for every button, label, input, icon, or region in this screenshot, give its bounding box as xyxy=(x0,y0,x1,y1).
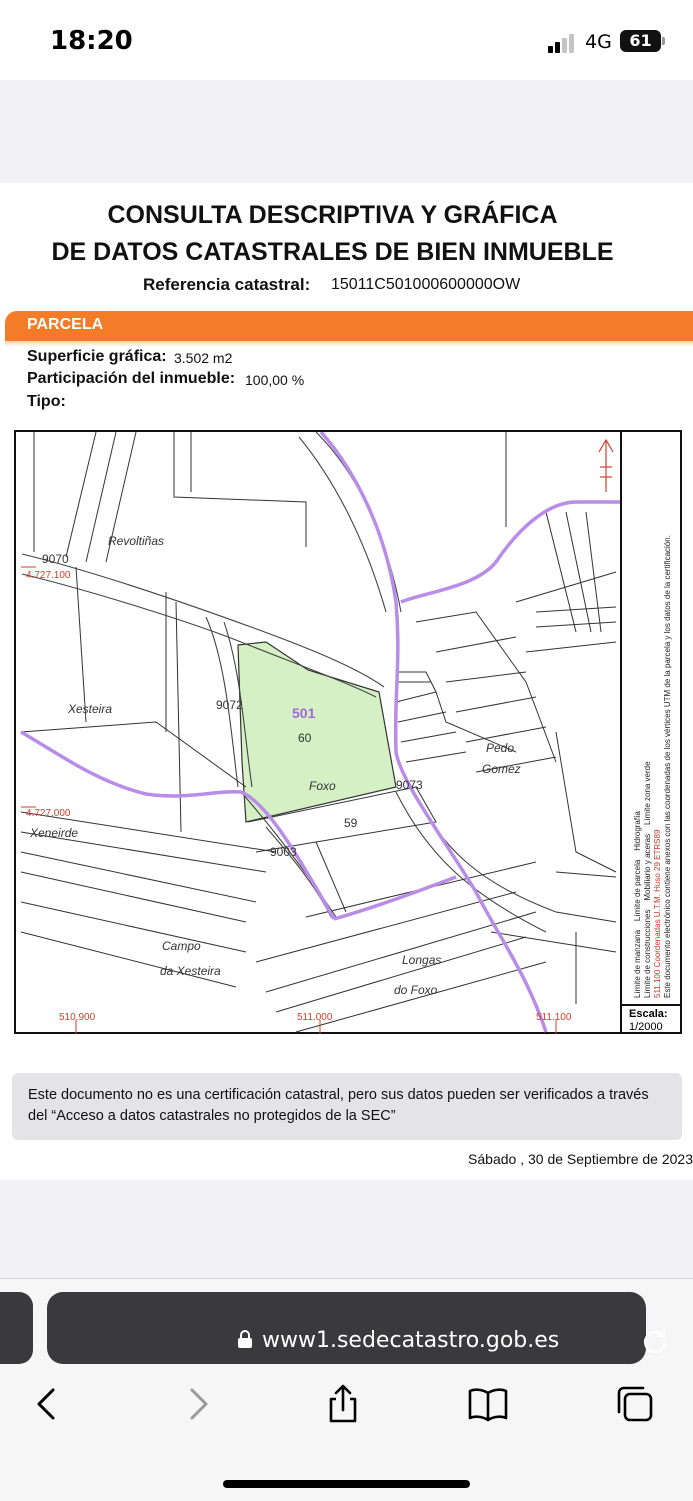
legend-construcciones: Límite de construcciones xyxy=(643,909,652,998)
target-parcel xyxy=(238,642,396,822)
legend-manzana: Límite de manzana xyxy=(633,929,642,998)
title-line-1: CONSULTA DESCRIPTIVA Y GRÁFICA xyxy=(107,201,558,229)
label-9073: 9073 xyxy=(396,778,423,792)
reference-value: 15011C501000600000OW xyxy=(331,276,521,293)
disclaimer-box xyxy=(12,1073,682,1140)
label-revoltinas: Revoltiñas xyxy=(108,534,165,548)
back-icon[interactable] xyxy=(27,1384,67,1424)
reference-label: Referencia catastral: xyxy=(143,275,311,294)
tipo-field xyxy=(27,393,66,411)
status-bar xyxy=(0,0,693,80)
participacion-field xyxy=(27,370,305,388)
label-59: 59 xyxy=(344,816,358,830)
superficie-field xyxy=(27,348,233,366)
label-9003: 9003 xyxy=(270,845,297,859)
coord-x1: 510.900 xyxy=(59,1012,96,1023)
participacion-label: Participación del inmueble: xyxy=(27,370,236,387)
label-9070: 9070 xyxy=(42,552,69,566)
scale-value: 1/2000 xyxy=(629,1021,663,1033)
legend-zona-verde: Límite zona verde xyxy=(643,761,652,826)
coord-y1: 4.727.100 xyxy=(26,570,71,581)
reload-icon[interactable] xyxy=(641,1327,669,1355)
url-text: www1.sedecatastro.gob.es xyxy=(262,1328,560,1353)
legend-parcela: Límite de parcela xyxy=(633,859,642,922)
map-drawing xyxy=(16,432,620,1034)
coord-x3: 511.100 xyxy=(536,1012,572,1023)
coord-y2: 4.727.000 xyxy=(26,808,71,819)
tabs-icon[interactable] xyxy=(615,1384,655,1424)
document-title xyxy=(0,197,665,271)
cadastral-map[interactable] xyxy=(14,430,682,1034)
scale-label: Escala: xyxy=(629,1008,668,1020)
browser-toolbar xyxy=(0,1278,693,1501)
label-campo: Campo xyxy=(162,939,201,953)
tipo-label: Tipo: xyxy=(27,393,66,410)
share-icon[interactable] xyxy=(323,1384,363,1424)
label-9072: 9072 xyxy=(216,698,243,712)
map-legend xyxy=(620,432,684,1004)
label-pedo: Pedo xyxy=(486,741,515,755)
superficie-label: Superficie gráfica: xyxy=(27,348,167,365)
bookmarks-icon[interactable] xyxy=(468,1384,508,1424)
north-arrow-icon xyxy=(599,440,613,492)
label-longas: Longas xyxy=(402,953,442,967)
lock-icon xyxy=(238,1330,252,1348)
battery-icon: 61 xyxy=(620,30,661,52)
participacion-value: 100,00 % xyxy=(245,372,305,388)
section-label: PARCELA xyxy=(27,316,104,333)
document-page xyxy=(0,183,693,1180)
legend-note: Este documento electrónico contiene anexos con las coordenadas de los vértices UTM de la parcela y los datos de la certificación. xyxy=(663,535,672,998)
address-bar[interactable] xyxy=(47,1292,646,1364)
legend-hidrografia: Hidrografía xyxy=(633,811,642,851)
home-indicator xyxy=(223,1480,470,1488)
forward-icon[interactable] xyxy=(178,1384,218,1424)
coord-x2: 511.000 xyxy=(297,1012,333,1023)
label-gomez: Gomez xyxy=(482,762,521,776)
label-xesteira: Xesteira xyxy=(68,702,113,716)
section-header-parcela xyxy=(5,311,693,341)
label-foxo: Foxo xyxy=(309,779,336,793)
previous-tab[interactable] xyxy=(0,1292,33,1364)
network-type: 4G xyxy=(585,31,612,53)
label-60: 60 xyxy=(298,731,312,745)
scale-box xyxy=(620,1004,682,1034)
label-do-foxo: do Foxo xyxy=(394,983,438,997)
legend-mobiliario: Mobiliario y aceras xyxy=(643,833,652,901)
document-date: Sábado , 30 de Septiembre de 2023 xyxy=(468,1151,693,1167)
label-da-xesteira: da Xesteira xyxy=(160,964,221,978)
title-line-2: DE DATOS CATASTRALES DE BIEN INMUEBLE xyxy=(51,238,614,266)
signal-icon xyxy=(548,33,578,53)
parcel-number: 501 xyxy=(292,705,316,721)
status-time: 18:20 xyxy=(50,26,133,56)
label-xeneirde: Xeneirde xyxy=(30,826,79,840)
legend-utm: 511.100 Coordenadas U.T.M. Huso 29 ETRS89 xyxy=(653,829,662,998)
superficie-value: 3.502 m2 xyxy=(174,350,233,366)
disclaimer-text: Este documento no es una certificación catastral, pero sus datos pueden ser verificados a través del “Acceso a datos catastrales no protegidos de la SEC” xyxy=(28,1087,649,1124)
reference-row xyxy=(143,275,521,295)
